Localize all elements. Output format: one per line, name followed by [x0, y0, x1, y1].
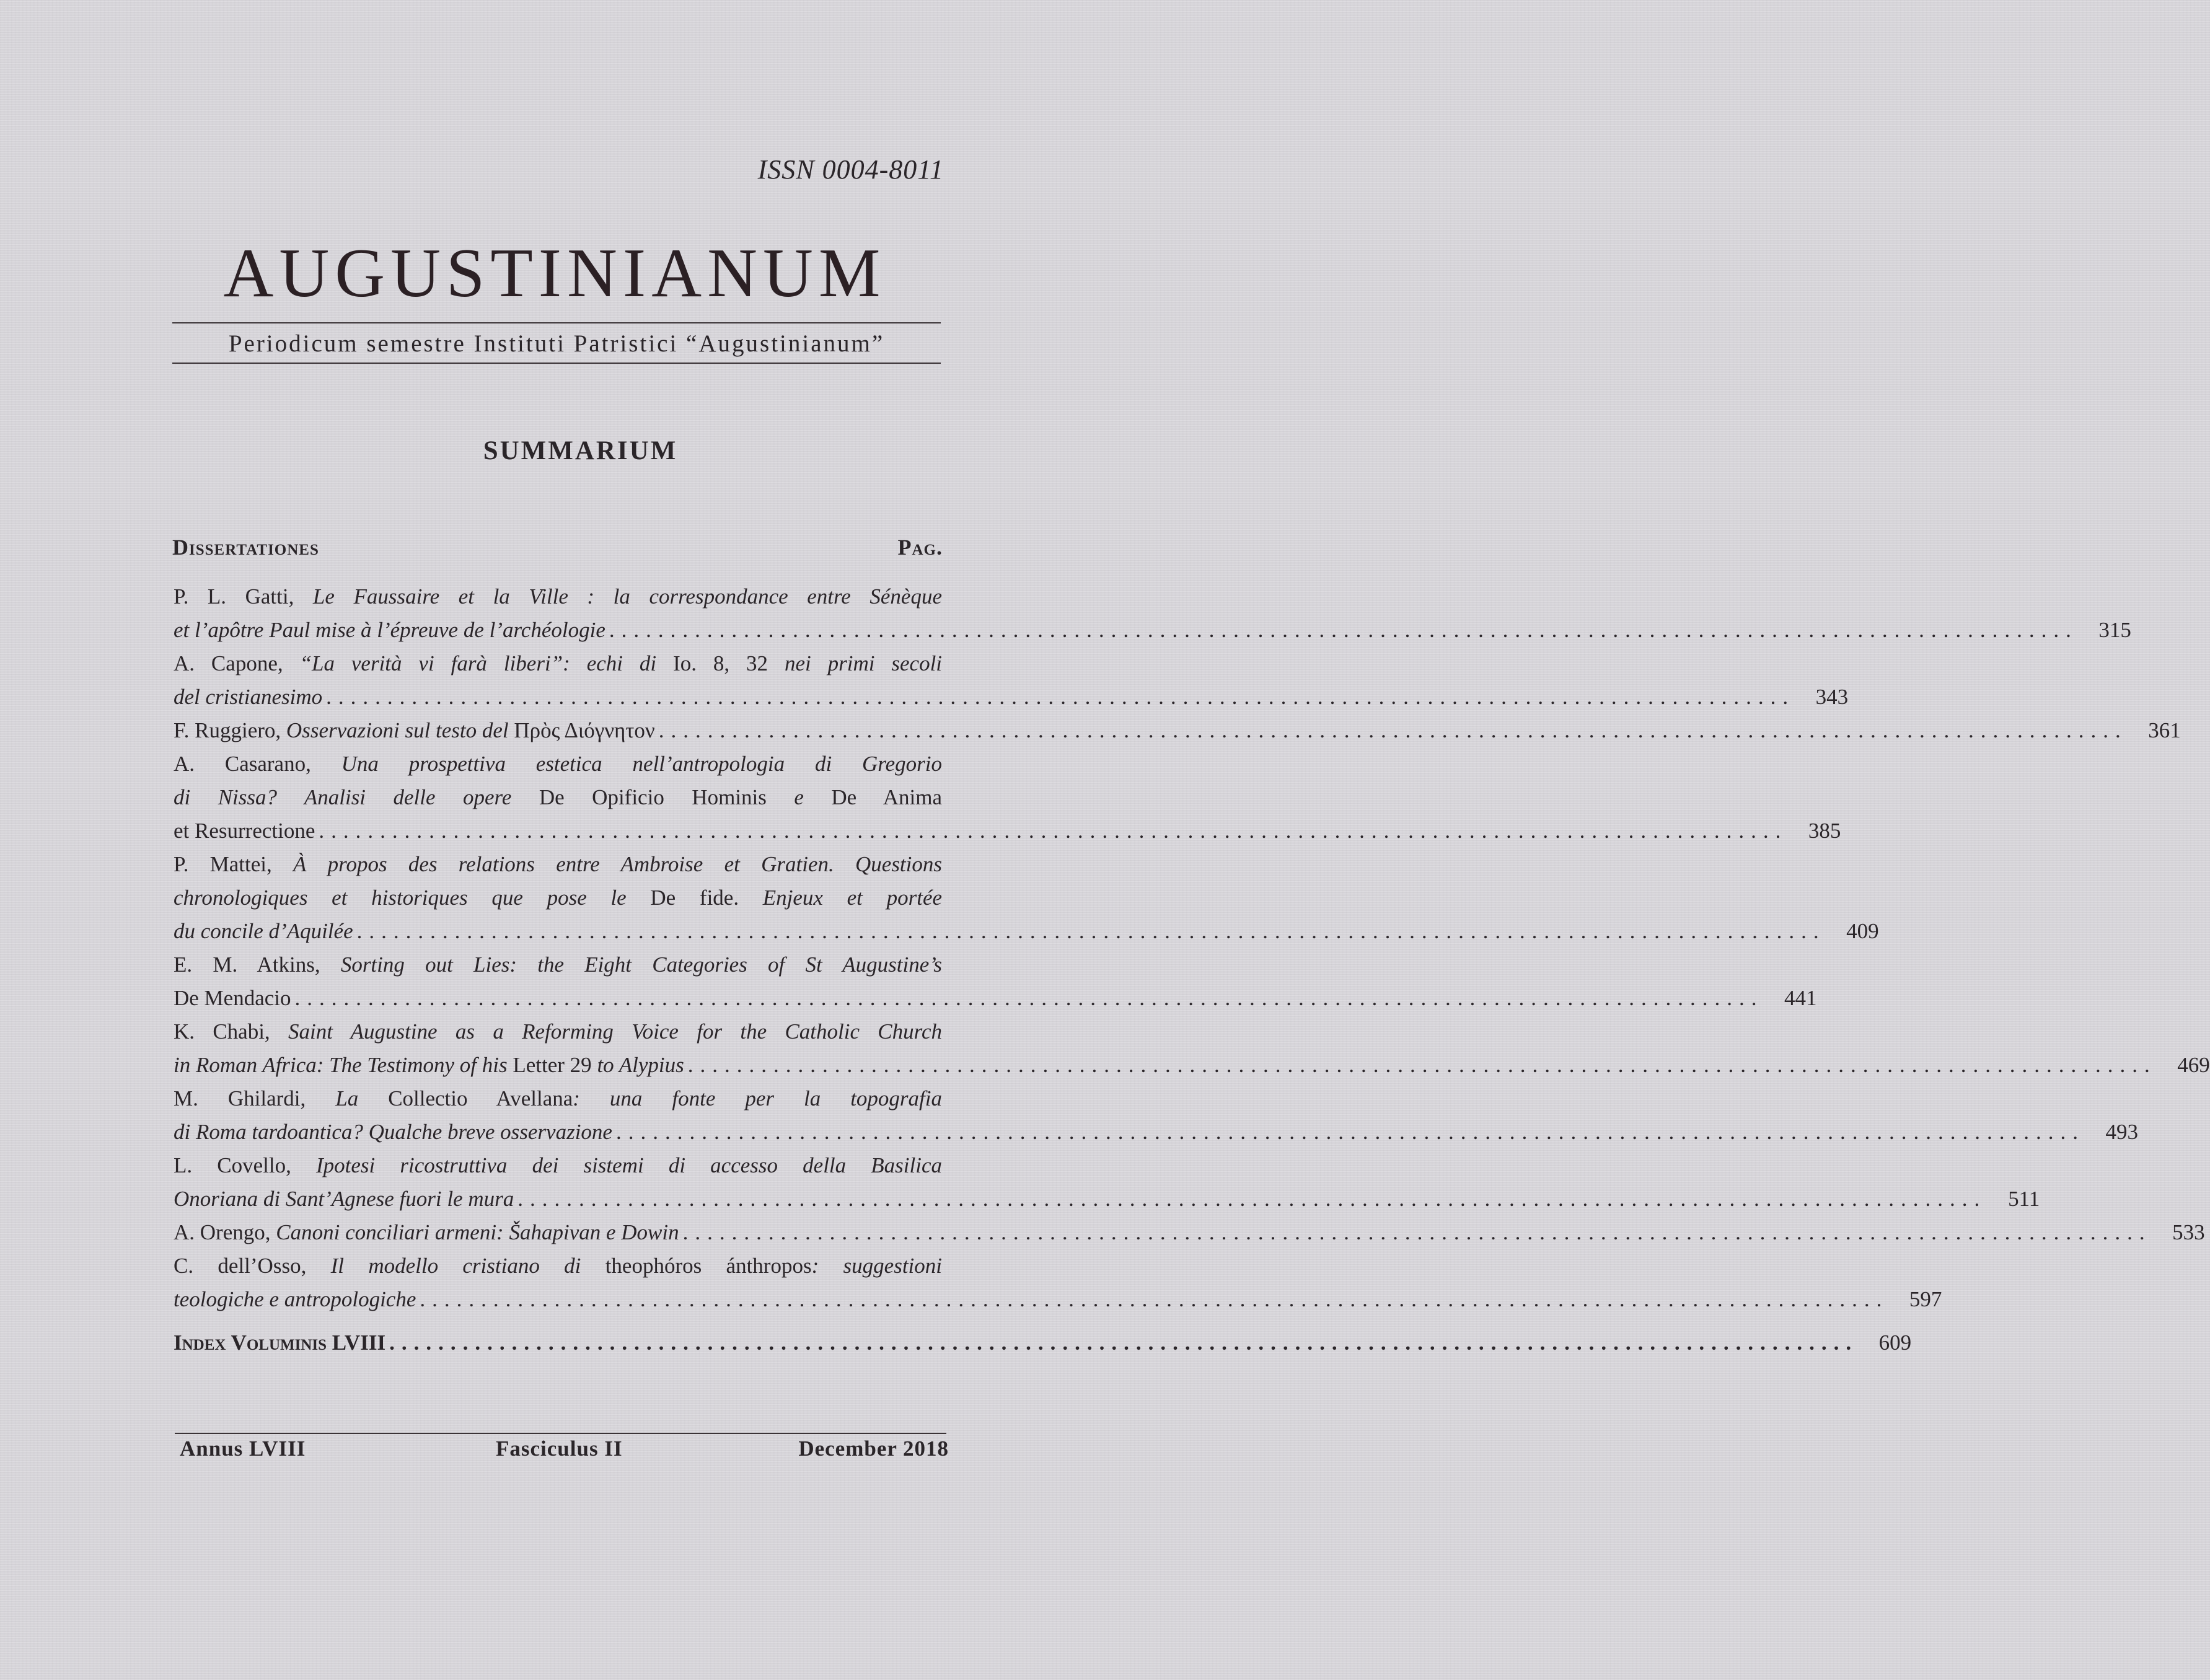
entry-work-title: Collectio Avellana	[388, 1086, 573, 1110]
entry-title-end: di Roma tardoantica? Qualche breve osservazione	[174, 1120, 612, 1144]
entry-title-end: Onoriana di Sant’Agnese fuori le mura	[174, 1187, 514, 1211]
footer-fasciculus: Fasciculus II	[496, 1436, 623, 1461]
entry-page: 343	[1815, 685, 1849, 709]
dot-leader: ........................................................................................................................	[615, 1120, 2085, 1144]
journal-subtitle: Periodicum semestre Instituti Patristici “Augustinianum”	[228, 330, 885, 357]
entry-title: Canoni conciliari armeni: Šahapivan e Dowin	[276, 1220, 679, 1244]
entry-last-line	[174, 1115, 2138, 1149]
entry-author: A. Orengo,	[174, 1220, 271, 1244]
toc-entry	[174, 848, 1879, 948]
toc-entry	[174, 1015, 2210, 1082]
entry-page: 493	[2105, 1120, 2138, 1144]
dot-leader: ........................................................................................................................	[326, 685, 1795, 709]
entry-work-title: De Mendacio	[174, 986, 291, 1010]
index-label: Index Voluminis LVIII	[174, 1330, 386, 1355]
entry-line	[174, 848, 942, 881]
entry-title: Le Faussaire et la Ville : la correspondance entre Sénèque	[312, 584, 943, 609]
entry-title: : suggestioni	[811, 1254, 942, 1278]
entry-work-title: et Resurrectione	[174, 819, 315, 843]
entry-author: L. Covello,	[174, 1153, 291, 1177]
entry-title: Sorting out Lies: the Eight Categories of St Augustine’s	[340, 952, 943, 977]
toc-entry	[174, 1249, 1942, 1316]
toc-entry	[174, 948, 1817, 1015]
entry-author: P. L. Gatti,	[174, 584, 294, 609]
page-column-label: Pag.	[897, 535, 943, 560]
entry-line	[174, 1015, 942, 1049]
toc-entry	[174, 714, 2181, 747]
entry-page: 511	[2008, 1187, 2040, 1211]
entry-page: 533	[2172, 1220, 2205, 1244]
entry-line	[174, 1049, 684, 1082]
summarium-heading: SUMMARIUM	[483, 436, 678, 465]
entry-page: 315	[2098, 618, 2131, 642]
entry-title-end: del cristianesimo	[174, 685, 323, 709]
entry-line	[174, 1249, 942, 1283]
entry-last-line	[174, 714, 2181, 747]
entry-line	[174, 647, 942, 680]
footer-annus: Annus LVIII	[180, 1436, 306, 1461]
entry-line	[174, 714, 655, 747]
dot-leader: ........................................................................................................................	[420, 1287, 1889, 1311]
entry-greek-title: Πρὸς Διόγνητον	[514, 718, 655, 742]
toc-entry	[174, 647, 1849, 714]
entry-last-line	[174, 1216, 2205, 1249]
entry-title-end: teologiche e antropologiche	[174, 1287, 416, 1311]
toc-entry	[174, 1082, 2138, 1149]
entry-last-line	[174, 814, 1841, 848]
entry-citation: Io. 8, 32	[673, 651, 768, 675]
entry-work-title: Letter 29	[513, 1053, 592, 1077]
entry-author: K. Chabi,	[174, 1019, 270, 1044]
entry-last-line	[174, 680, 1849, 714]
entry-page: 441	[1784, 986, 1817, 1010]
entry-title: chronologiques et historiques que pose le	[174, 886, 627, 910]
dot-leader: ........................................................................................................................	[294, 986, 1764, 1010]
entry-term: theophóros ánthropos	[605, 1254, 812, 1278]
section-header	[172, 534, 943, 560]
entry-author: M. Ghilardi,	[174, 1086, 306, 1110]
entry-title: Saint Augustine as a Reforming Voice for the Catholic Church	[288, 1019, 943, 1044]
entry-title: di Nissa? Analisi delle opere	[174, 785, 512, 809]
entry-author: F. Ruggiero,	[174, 718, 281, 742]
toc-entry	[174, 1149, 2040, 1216]
entry-author: E. M. Atkins,	[174, 952, 320, 977]
entry-page: 361	[2148, 718, 2181, 742]
entry-page: 597	[1909, 1287, 1942, 1311]
entry-title-end: du concile d’Aquilée	[174, 919, 353, 943]
toc-entry	[174, 580, 2131, 647]
entry-last-line	[174, 982, 1817, 1015]
entry-last-line	[174, 1283, 1942, 1316]
table-of-contents	[174, 580, 2210, 1360]
entry-work-title: De fide.	[650, 886, 739, 910]
entry-title: : una fonte per la topografia	[573, 1086, 942, 1110]
entry-last-line	[174, 1326, 1912, 1360]
entry-last-line	[174, 1182, 2040, 1216]
entry-page: 469	[2177, 1053, 2210, 1077]
entry-line	[174, 1149, 942, 1182]
dot-leader: ........................................................................................................................	[682, 1220, 2152, 1244]
entry-title: in Roman Africa: The Testimony of his	[174, 1053, 508, 1077]
entry-author: A. Capone,	[174, 651, 283, 675]
entry-title: Il modello cristiano di	[330, 1254, 581, 1278]
index-entry	[174, 1326, 1912, 1360]
footer-rule	[175, 1433, 946, 1434]
toc-entry	[174, 747, 1841, 848]
dot-leader: ........................................................................................................................	[389, 1330, 1859, 1355]
section-label: Dissertationes	[172, 535, 319, 560]
title-rule-top	[172, 322, 941, 323]
entry-title: Enjeux et portée	[762, 886, 943, 910]
entry-line	[174, 1216, 679, 1249]
entry-title: nei primi secoli	[784, 651, 943, 675]
dot-leader: ........................................................................................................................	[658, 718, 2128, 742]
entry-last-line	[174, 915, 1879, 948]
entry-page: 409	[1846, 919, 1879, 943]
dot-leader: ........................................................................................................................	[517, 1187, 1987, 1211]
entry-line	[174, 580, 942, 614]
dot-leader: ........................................................................................................................	[609, 618, 2078, 642]
entry-title: La	[335, 1086, 359, 1110]
journal-title: AUGUSTINIANUM	[223, 235, 886, 312]
entry-work-title: De Anima	[831, 785, 943, 809]
entry-title: Osservazioni sul testo del	[286, 718, 509, 742]
footer-date: December 2018	[798, 1436, 949, 1461]
entry-title: Ipotesi ricostruttiva dei sistemi di accesso della Basilica	[315, 1153, 942, 1177]
entry-title: to Alypius	[597, 1053, 684, 1077]
entry-author: A. Casarano,	[174, 752, 311, 776]
entry-line	[174, 948, 942, 982]
entry-author: P. Mattei,	[174, 852, 272, 876]
entry-line	[174, 1082, 942, 1115]
dot-leader: ........................................................................................................................	[319, 819, 1788, 843]
entry-last-line	[174, 1049, 2210, 1082]
entry-work-title: De Opificio Hominis	[539, 785, 767, 809]
entry-title: e	[794, 785, 804, 809]
toc-entry	[174, 1216, 2205, 1249]
dot-leader: ........................................................................................................................	[356, 919, 1826, 943]
issn: ISSN 0004-8011	[757, 154, 944, 185]
entry-author: C. dell’Osso,	[174, 1254, 307, 1278]
dot-leader: ........................................................................................................................	[687, 1053, 2157, 1077]
entry-title: “La verità vi farà liberi”: echi di	[299, 651, 657, 675]
entry-title: À propos des relations entre Ambroise et Gratien. Questions	[293, 852, 943, 876]
entry-title: Una prospettiva estetica nell’antropologia di Gregorio	[341, 752, 942, 776]
entry-page: 385	[1808, 819, 1841, 843]
title-rule-bottom	[172, 363, 941, 364]
entry-line	[174, 781, 942, 814]
entry-page: 609	[1878, 1330, 1912, 1355]
entry-line	[174, 881, 942, 915]
entry-last-line	[174, 614, 2131, 647]
entry-line	[174, 747, 942, 781]
entry-title-end: et l’apôtre Paul mise à l’épreuve de l’archéologie	[174, 618, 605, 642]
